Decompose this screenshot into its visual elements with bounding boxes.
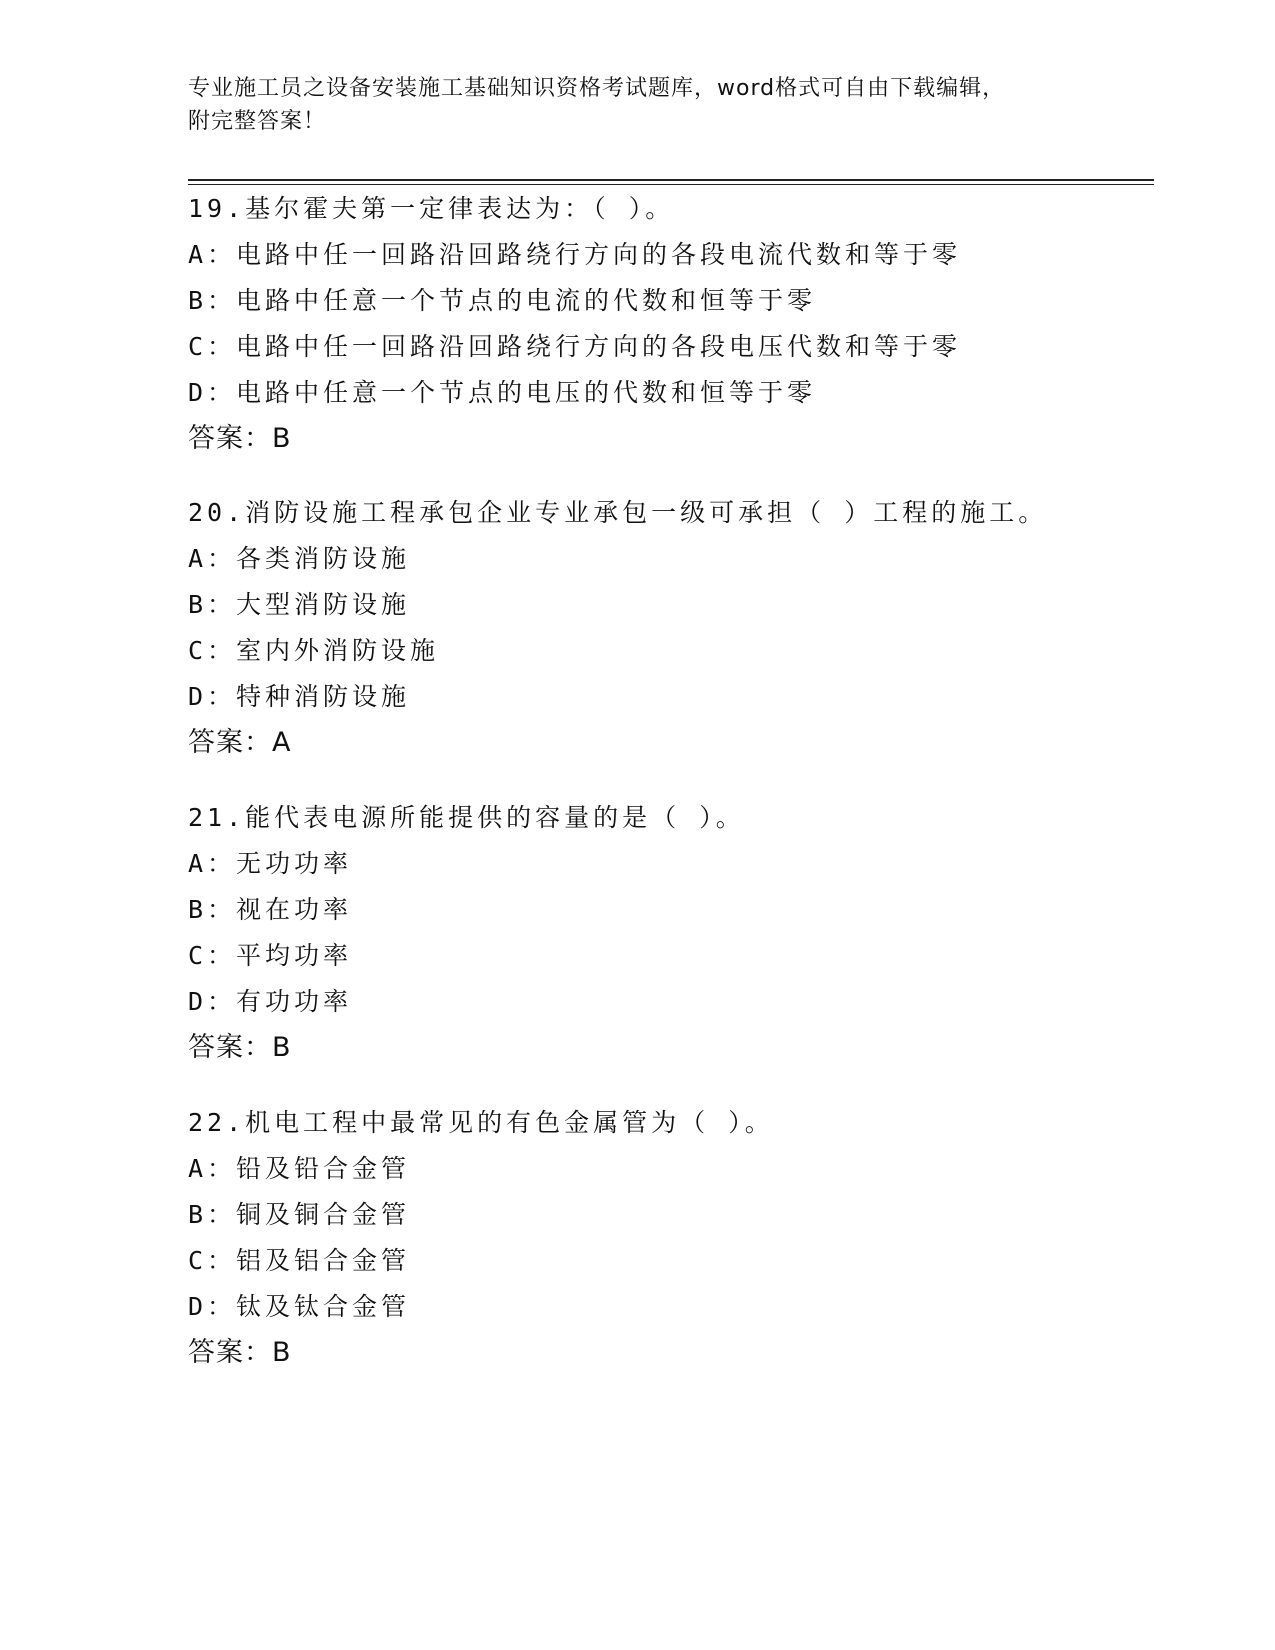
header-line-2: 附完整答案！ bbox=[188, 109, 327, 134]
option-b: B：大型消防设施 bbox=[188, 590, 411, 619]
answer: 答案：A bbox=[188, 727, 292, 758]
option-c: C：铝及铝合金管 bbox=[188, 1246, 411, 1275]
question-stem: 19.基尔霍夫第一定律表达为：（ ）。 bbox=[188, 194, 675, 223]
question-21 bbox=[188, 795, 1188, 1071]
option-a: A：电路中任一回路沿回路绕行方向的各段电流代数和等于零 bbox=[188, 240, 962, 269]
document-header bbox=[188, 72, 1088, 138]
question-stem: 20.消防设施工程承包企业专业承包一级可承担（ ）工程的施工。 bbox=[188, 498, 1048, 527]
option-a: A：铅及铅合金管 bbox=[188, 1154, 411, 1183]
header-divider-thin bbox=[188, 184, 1154, 185]
option-a: A：各类消防设施 bbox=[188, 544, 411, 573]
option-b: B：电路中任意一个节点的电流的代数和恒等于零 bbox=[188, 286, 817, 315]
option-d: D：有功功率 bbox=[188, 987, 353, 1016]
option-d: D：电路中任意一个节点的电压的代数和恒等于零 bbox=[188, 378, 817, 407]
option-b: B：视在功率 bbox=[188, 895, 353, 924]
option-d: D：钛及钛合金管 bbox=[188, 1292, 411, 1321]
answer: 答案：B bbox=[188, 423, 292, 454]
option-b: B：铜及铜合金管 bbox=[188, 1200, 411, 1229]
question-19 bbox=[188, 186, 1188, 462]
header-line-1: 专业施工员之设备安装施工基础知识资格考试题库，word格式可自由下载编辑， bbox=[188, 76, 1006, 101]
option-c: C：室内外消防设施 bbox=[188, 636, 440, 665]
question-stem: 21.能代表电源所能提供的容量的是（ ）。 bbox=[188, 803, 745, 832]
question-22 bbox=[188, 1100, 1188, 1376]
question-stem: 22.机电工程中最常见的有色金属管为（ ）。 bbox=[188, 1108, 774, 1137]
question-20 bbox=[188, 490, 1188, 766]
option-a: A：无功功率 bbox=[188, 849, 353, 878]
answer: 答案：B bbox=[188, 1032, 292, 1063]
option-c: C：平均功率 bbox=[188, 941, 353, 970]
option-c: C：电路中任一回路沿回路绕行方向的各段电压代数和等于零 bbox=[188, 332, 962, 361]
answer: 答案：B bbox=[188, 1337, 292, 1368]
header-divider-thick bbox=[188, 179, 1154, 181]
option-d: D：特种消防设施 bbox=[188, 682, 411, 711]
